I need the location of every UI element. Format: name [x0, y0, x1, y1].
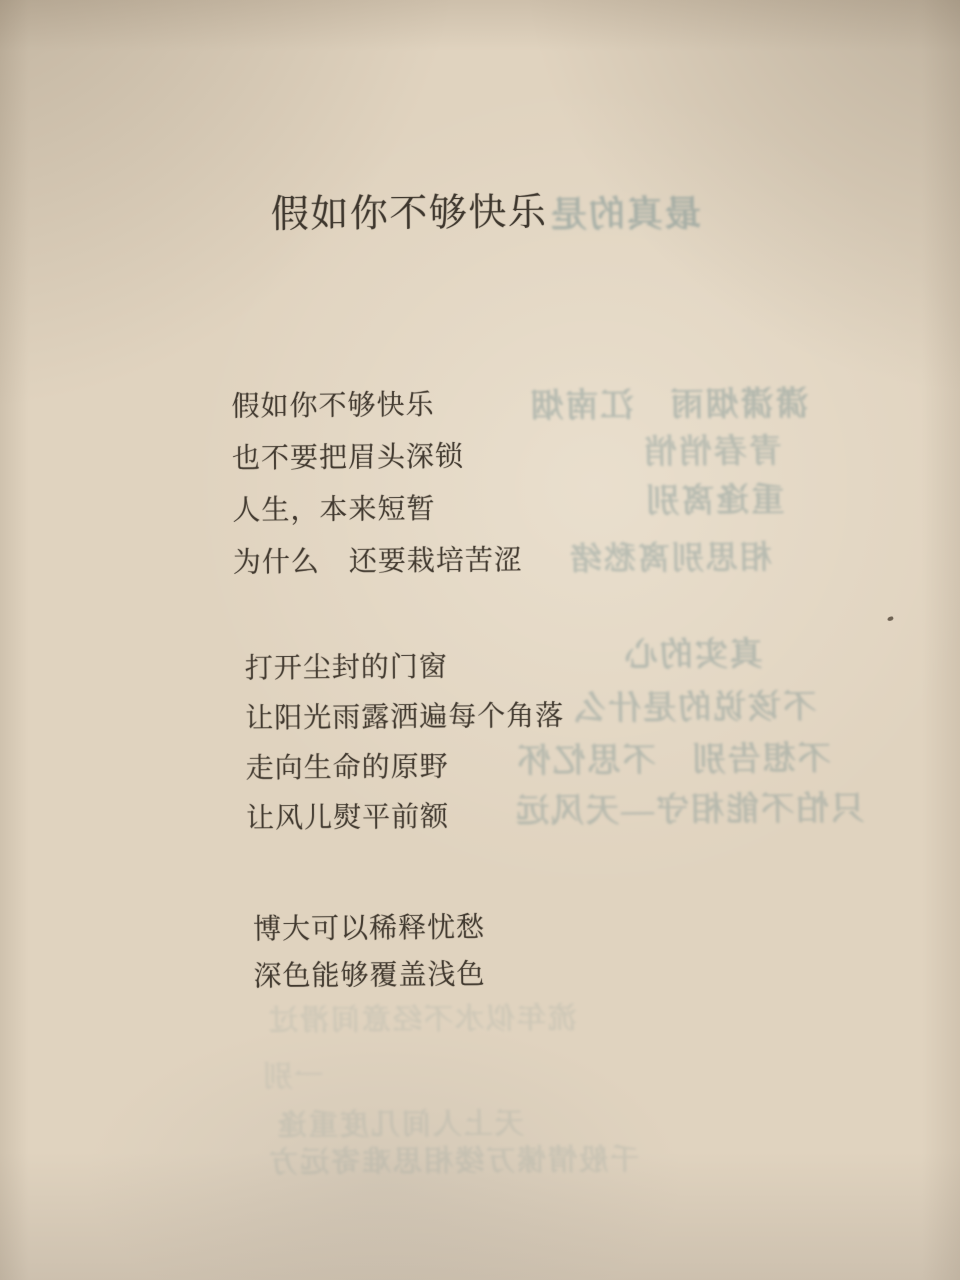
bleedthrough-line: 不该说的是什么 [571, 689, 817, 728]
bleedthrough-line: 不想告别 不思忆怀 [515, 741, 831, 781]
bleedthrough-line: 只怕不能相守—天风远 [513, 790, 865, 831]
poem-line: 博大可以稀释忧愁 [252, 912, 486, 946]
poem-line: 为什么 还要栽培苦涩 [232, 544, 524, 579]
poem-title: 假如你不够快乐 [270, 191, 548, 237]
bleedthrough-line: 千般情愫万缕相思难寄远方 [266, 1143, 640, 1180]
poem-line: 人生，本来短暂 [232, 493, 436, 527]
bleedthrough-title: 最真的是 [548, 193, 702, 235]
poem-line: 深色能够覆盖浅色 [253, 959, 486, 993]
bleedthrough-line: 相思别离愁绪 [567, 538, 773, 577]
poem-line: 也不要把眉头深锁 [231, 441, 465, 475]
stanza-3 [253, 904, 486, 1000]
bleedthrough-line: 流年似水不经意间滑过 [266, 1002, 578, 1038]
poem-line: 让阳光雨露洒遍每个角落 [245, 700, 565, 735]
poem-line: 假如你不够快乐 [231, 389, 435, 423]
poem-line: 走向生命的原野 [245, 751, 449, 785]
bleedthrough-line: 一别 [261, 1060, 324, 1094]
poem-line: 打开尘封的门窗 [244, 651, 448, 685]
bleedthrough-line: 潇潇烟雨 江南烟 [528, 386, 809, 425]
bleedthrough-line: 天上人间几度重逢 [275, 1107, 524, 1143]
bleedthrough-line: 青春悄悄 [641, 433, 783, 471]
paper-speck [887, 616, 894, 621]
bleedthrough-line: 真实的心 [622, 636, 763, 675]
bleedthrough-line: 重逢离别 [644, 482, 785, 520]
stanza-1 [231, 379, 523, 590]
poem-line: 让风儿熨平前额 [245, 801, 450, 835]
